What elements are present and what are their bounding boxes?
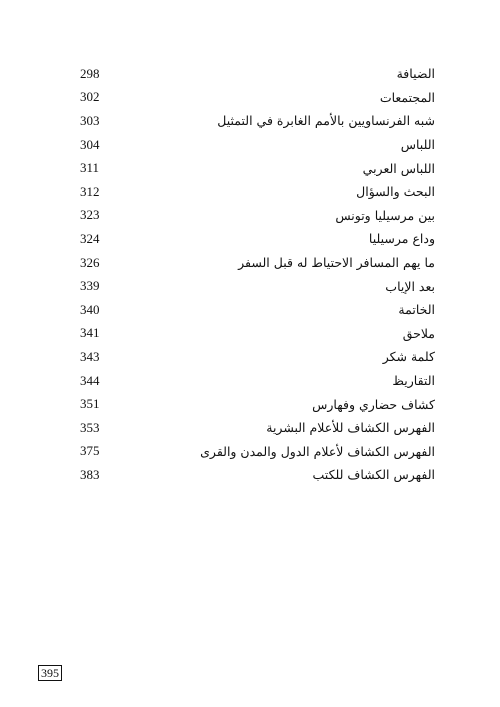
toc-entry [80, 392, 435, 416]
toc-title: التقاريظ [392, 373, 435, 389]
toc-title: الخاتمة [398, 302, 435, 318]
toc-title: البحث والسؤال [356, 184, 435, 200]
page-number: 395 [38, 665, 62, 681]
toc-title: الضيافة [396, 66, 435, 82]
toc-entry [80, 463, 435, 487]
toc-page-number: 351 [80, 396, 100, 412]
toc-entry [80, 345, 435, 369]
toc-entry [80, 369, 435, 393]
toc-page-number: 339 [80, 278, 100, 294]
toc-entry [80, 298, 435, 322]
toc-page-number: 323 [80, 207, 100, 223]
toc-entry [80, 156, 435, 180]
toc-page-number: 375 [80, 443, 100, 459]
toc-entry [80, 322, 435, 346]
toc-title: بين مرسيليا وتونس [335, 207, 435, 223]
toc-page-number: 324 [80, 230, 100, 246]
toc-title: ملاحق [402, 325, 435, 341]
toc-title: الفهرس الكشاف للأعلام البشرية [266, 420, 435, 436]
toc-title: المجتمعات [379, 89, 435, 105]
toc-title: شبه الفرنساويين بالأمم الغابرة في التمثيل [217, 113, 435, 129]
toc-entry [80, 204, 435, 228]
toc-title: بعد الإياب [385, 278, 435, 294]
toc-entry [80, 440, 435, 464]
toc-title: وداع مرسيليا [368, 231, 435, 247]
toc-entry [80, 109, 435, 133]
toc-entry [80, 180, 435, 204]
toc-page-number: 343 [80, 348, 100, 364]
toc-page-number: 383 [80, 466, 100, 482]
toc-page-number: 340 [80, 301, 100, 317]
toc-page-number: 353 [80, 419, 100, 435]
toc-page-number: 302 [80, 89, 100, 105]
toc-entry [80, 86, 435, 110]
toc-title: اللباس [400, 137, 435, 153]
toc-title: كشاف حضاري وفهارس [312, 396, 435, 412]
toc-entry [80, 62, 435, 86]
table-of-contents [80, 62, 435, 487]
toc-entry [80, 227, 435, 251]
toc-page-number: 298 [80, 65, 100, 81]
toc-entry [80, 251, 435, 275]
toc-page-number: 303 [80, 112, 100, 128]
toc-title: اللباس العربي [362, 160, 435, 176]
toc-page-number: 304 [80, 136, 100, 152]
toc-page-number: 311 [80, 160, 100, 176]
toc-title: الفهرس الكشاف للكتب [312, 467, 435, 483]
toc-page-number: 312 [80, 183, 100, 199]
toc-page-number: 341 [80, 325, 100, 341]
toc-title: ما يهم المسافر الاحتياط له قبل السفر [238, 255, 435, 271]
toc-title: كلمة شكر [382, 349, 435, 365]
toc-entry [80, 274, 435, 298]
toc-entry [80, 133, 435, 157]
toc-title: الفهرس الكشاف لأعلام الدول والمدن والقرى [200, 443, 435, 459]
toc-page-number: 344 [80, 372, 100, 388]
toc-page-number: 326 [80, 254, 100, 270]
toc-entry [80, 416, 435, 440]
